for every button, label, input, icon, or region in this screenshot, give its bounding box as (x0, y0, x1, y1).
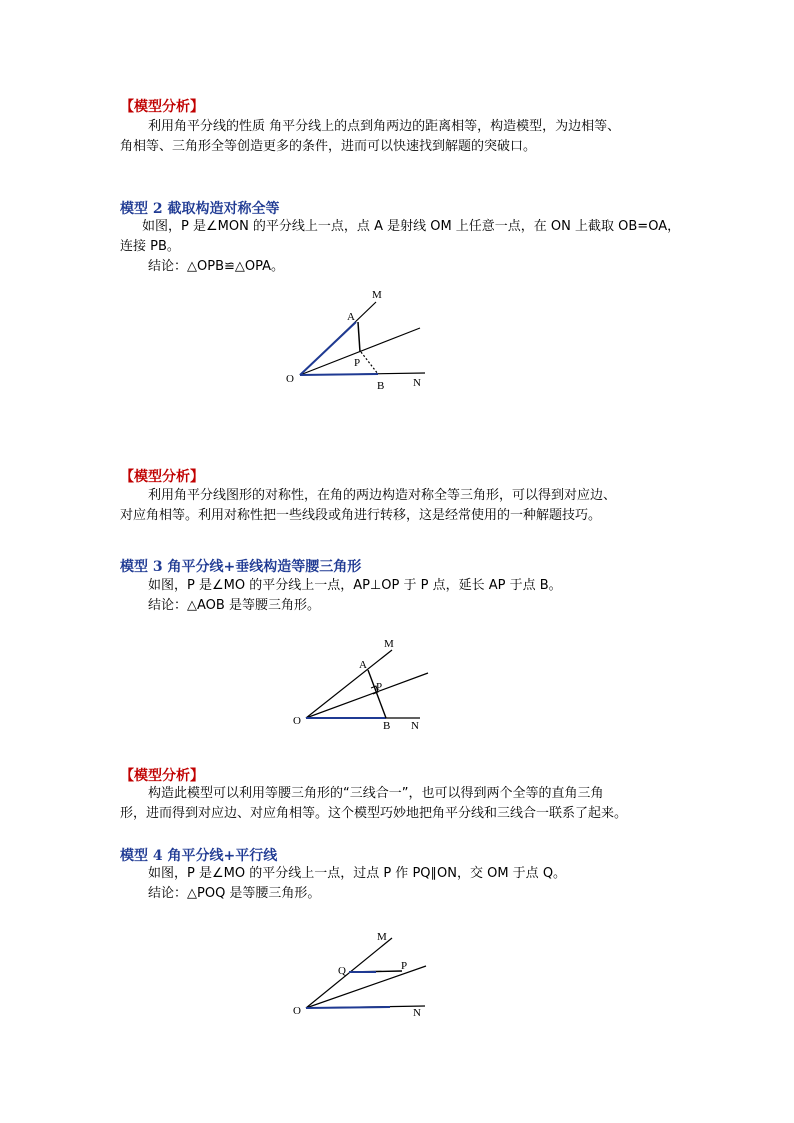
model-2-title: 模型 2 截取构造对称全等 (120, 201, 280, 217)
label-q: Q (338, 965, 346, 977)
label-a: A (347, 311, 355, 323)
model-2-desc-line-1: 如图，P 是∠MON 的平分线上一点，点 A 是射线 OM 上任意一点，在 ON 上截取 OB=OA， (142, 219, 681, 234)
analysis-2-line-2: 对应角相等。利用对称性把一些线段或角进行转移，这是经常使用的一种解题技巧。 (120, 508, 602, 523)
label-b: B (383, 720, 391, 732)
analysis-1-line-1: 利用角平分线的性质 角平分线上的点到角两边的距离相等，构造模型，为边相等、 (148, 119, 621, 134)
model-3-desc-line-1: 如图，P 是∠MO 的平分线上一点，AP⊥OP 于 P 点，延长 AP 于点 B。 (148, 578, 562, 593)
label-n: N (411, 720, 419, 732)
analysis-heading-2: 【模型分析】 (120, 469, 204, 485)
label-p: P (354, 357, 361, 369)
label-p: P (376, 681, 383, 693)
label-n: N (413, 377, 421, 389)
segment-ob-highlight (306, 1007, 390, 1008)
label-m: M (384, 638, 394, 650)
analysis-2-line-1: 利用角平分线图形的对称性，在角的两边构造对称全等三角形，可以得到对应边、 (148, 488, 617, 503)
label-n: N (413, 1007, 421, 1019)
model-2-conclusion: 结论：△OPB≌△OPA。 (148, 259, 285, 274)
label-o: O (286, 373, 294, 385)
model-2-desc-line-2: 连接 PB。 (120, 239, 180, 254)
label-o: O (293, 715, 301, 727)
label-m: M (377, 931, 387, 943)
analysis-3-line-2: 形，进而得到对应边、对应角相等。这个模型巧妙地把角平分线和三线合一联系了起来。 (120, 806, 628, 821)
analysis-3-line-1: 构造此模型可以利用等腰三角形的“三线合一”，也可以得到两个全等的直角三角 (148, 786, 604, 801)
label-o: O (293, 1005, 301, 1017)
model-3-conclusion: 结论：△AOB 是等腰三角形。 (148, 598, 320, 613)
analysis-heading-3: 【模型分析】 (120, 768, 204, 784)
model-3-title: 模型 3 角平分线+垂线构造等腰三角形 (120, 559, 362, 575)
label-a: A (359, 659, 367, 671)
label-p: P (401, 960, 408, 972)
model-4-conclusion: 结论：△POQ 是等腰三角形。 (148, 886, 321, 901)
label-b: B (377, 380, 385, 392)
label-m: M (372, 289, 382, 301)
analysis-1-line-2: 角相等、三角形全等创造更多的条件，进而可以快速找到解题的突破口。 (120, 139, 537, 154)
model-4-title: 模型 4 角平分线+平行线 (120, 848, 278, 864)
analysis-heading-1: 【模型分析】 (120, 99, 204, 115)
model-4-desc-line-1: 如图，P 是∠MO 的平分线上一点，过点 P 作 PQ∥ON，交 OM 于点 Q。 (148, 866, 567, 881)
